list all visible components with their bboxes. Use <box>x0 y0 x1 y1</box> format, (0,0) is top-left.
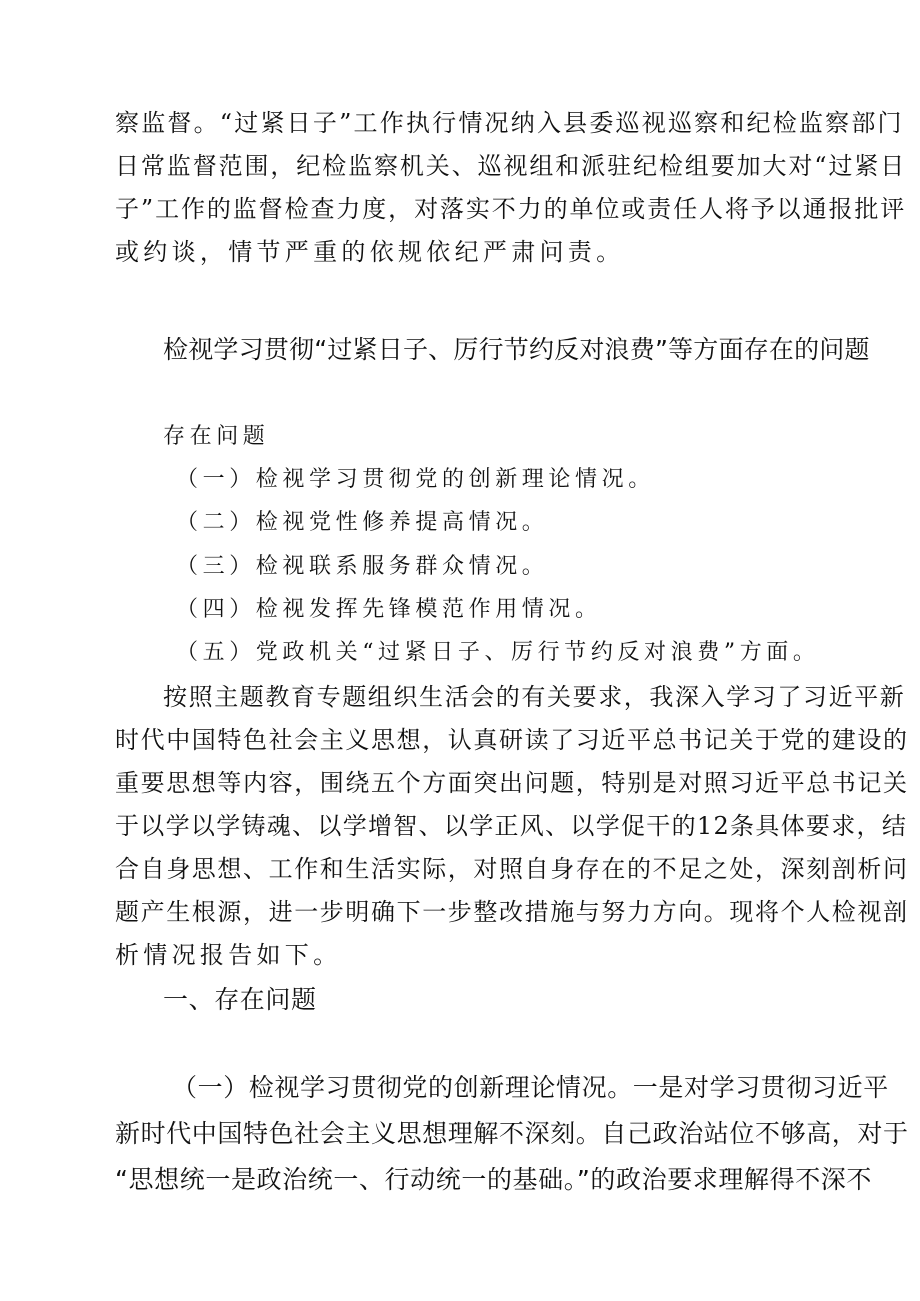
paragraph-line: 于以学以学铸魂、以学增智、以学正风、以学促干的12条具体要求，结 <box>115 812 908 840</box>
paragraph-line: 合自身思想、工作和生活实际，对照自身存在的不足之处，深刻剖析问 <box>115 855 909 883</box>
document-heading: 检视学习贯彻“过紧日子、厉行节约反对浪费”等方面存在的问题 <box>163 335 870 364</box>
paragraph-line: 察监督。“过紧日子”工作执行情况纳入县委巡视巡察和纪检监察部门 <box>115 109 904 137</box>
paragraph-line: 新时代中国特色社会主义思想理解不深刻。自己政治站位不够高，对于 <box>115 1119 909 1148</box>
paragraph-line: 重要思想等内容，围绕五个方面突出问题，特别是对照习近平总书记关 <box>115 769 909 797</box>
list-item: （二）检视党性修养提高情况。 <box>176 510 549 535</box>
problems-label: 存在问题 <box>163 424 270 449</box>
paragraph-line: 题产生根源，进一步明确下一步整改措施与努力方向。现将个人检视剖 <box>115 898 909 926</box>
paragraph-line: （一）检视学习贯彻党的创新理论情况。一是对学习贯彻习近平 <box>172 1073 889 1102</box>
paragraph-line: “思想统一是政治统一、行动统一的基础。”的政治要求理解得不深不 <box>115 1165 873 1194</box>
section-heading: 一、存在问题 <box>163 985 317 1014</box>
paragraph-line: 按照主题教育专题组织生活会的有关要求，我深入学习了习近平新 <box>163 683 906 711</box>
list-item: （一）检视学习贯彻党的创新理论情况。 <box>176 467 655 492</box>
paragraph-line: 析情况报告如下。 <box>115 941 342 969</box>
list-item: （五）党政机关“过紧日子、厉行节约反对浪费”方面。 <box>176 640 820 665</box>
paragraph-line: 时代中国特色社会主义思想，认真研读了习近平总书记关于党的建设的 <box>115 726 909 754</box>
list-item: （三）检视联系服务群众情况。 <box>176 554 549 579</box>
list-item: （四）检视发挥先锋模范作用情况。 <box>176 597 602 622</box>
paragraph-line: 或约谈，情节严重的依规依纪严肃问责。 <box>115 238 625 266</box>
paragraph-line: 子”工作的监督检查力度，对落实不力的单位或责任人将予以通报批评 <box>115 195 907 223</box>
paragraph-line: 日常监督范围，纪检监察机关、巡视组和派驻纪检组要加大对“过紧日 <box>115 152 907 180</box>
